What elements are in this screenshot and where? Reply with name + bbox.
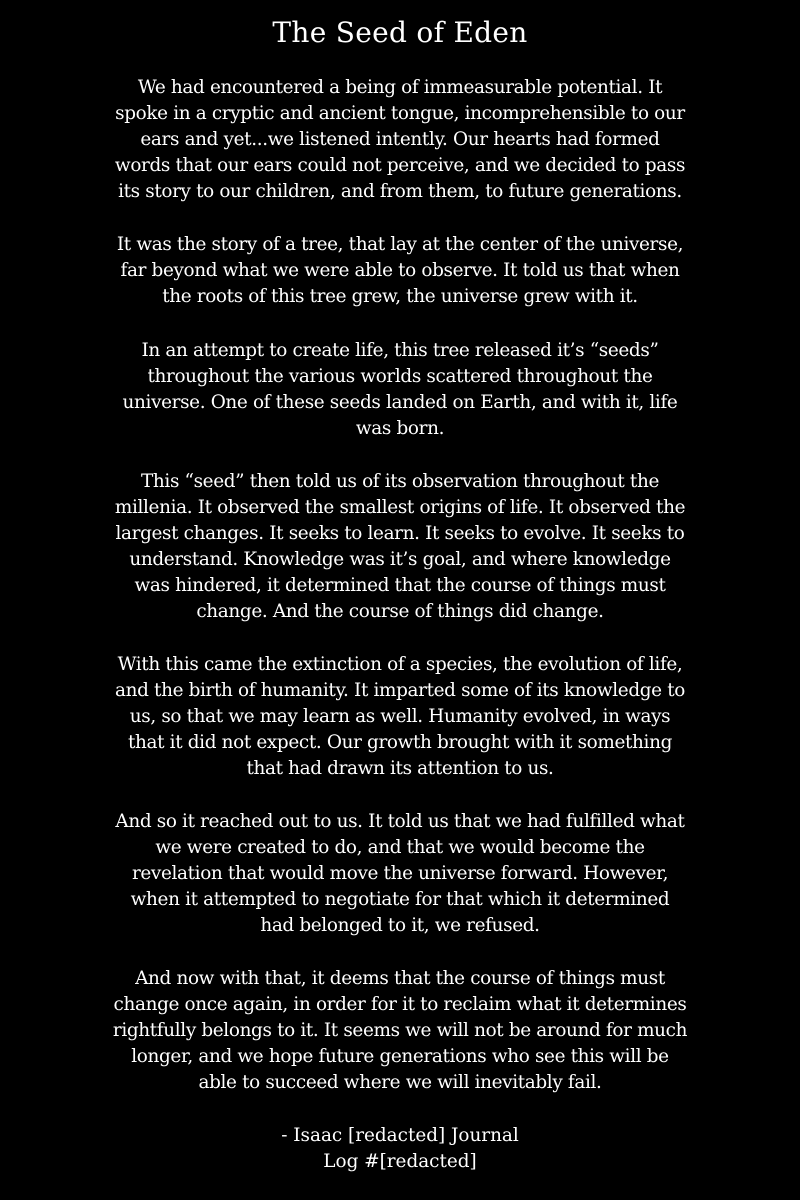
paragraph-3: In an attempt to create life, this tree released it’s “seeds” throughout the various worlds scattered throughout the universe. One of these seeds landed on Earth, and with it, life was born. — [122, 340, 678, 439]
paragraph-1: We had encountered a being of immeasurable potential. It spoke in a cryptic and ancient tongue, incomprehensible to our ears and yet...we listened intently. Our hearts had formed words that our ears could not perceive, and we decided to pass its story to our children, and from them, to future generations. — [114, 77, 686, 202]
page-title: The Seed of Eden — [272, 16, 528, 49]
paragraph-6: And so it reached out to us. It told us that we had fulfilled what we were created to do, and that we would become the revelation that would move the universe forward. However, when it attempted to negotiate for that which it determined had belonged to it, we refused. — [115, 811, 685, 936]
paragraph-2: It was the story of a tree, that lay at the center of the universe, far beyond what we were able to observe. It told us that when the roots of this tree grew, the universe grew with it. — [116, 234, 684, 307]
paragraph-4: This “seed” then told us of its observation throughout the millenia. It observed the smallest origins of life. It observed the largest changes. It seeks to learn. It seeks to evolve. It seeks to understand. Knowledge was it’s goal, and where knowledge was hindered, it determined that the course of things must change. And the course of things did change. — [114, 471, 686, 622]
paragraph-5: With this came the extinction of a species, the evolution of life, and the birth of humanity. It imparted some of its knowledge to us, so that we may learn as well. Humanity evolved, in ways that it did not expect. Our growth brought with it something that had drawn its attention to us. — [115, 654, 685, 779]
journal-signature: - Isaac [redacted] Journal Log #[redacted] — [281, 1125, 519, 1172]
paragraph-7: And now with that, it deems that the course of things must change once again, in order for it to reclaim what it determines rightfully belongs to it. It seems we will not be around for much longer, and we hope future generations who see this will be able to succeed where we will inevitably fail. — [112, 968, 688, 1093]
